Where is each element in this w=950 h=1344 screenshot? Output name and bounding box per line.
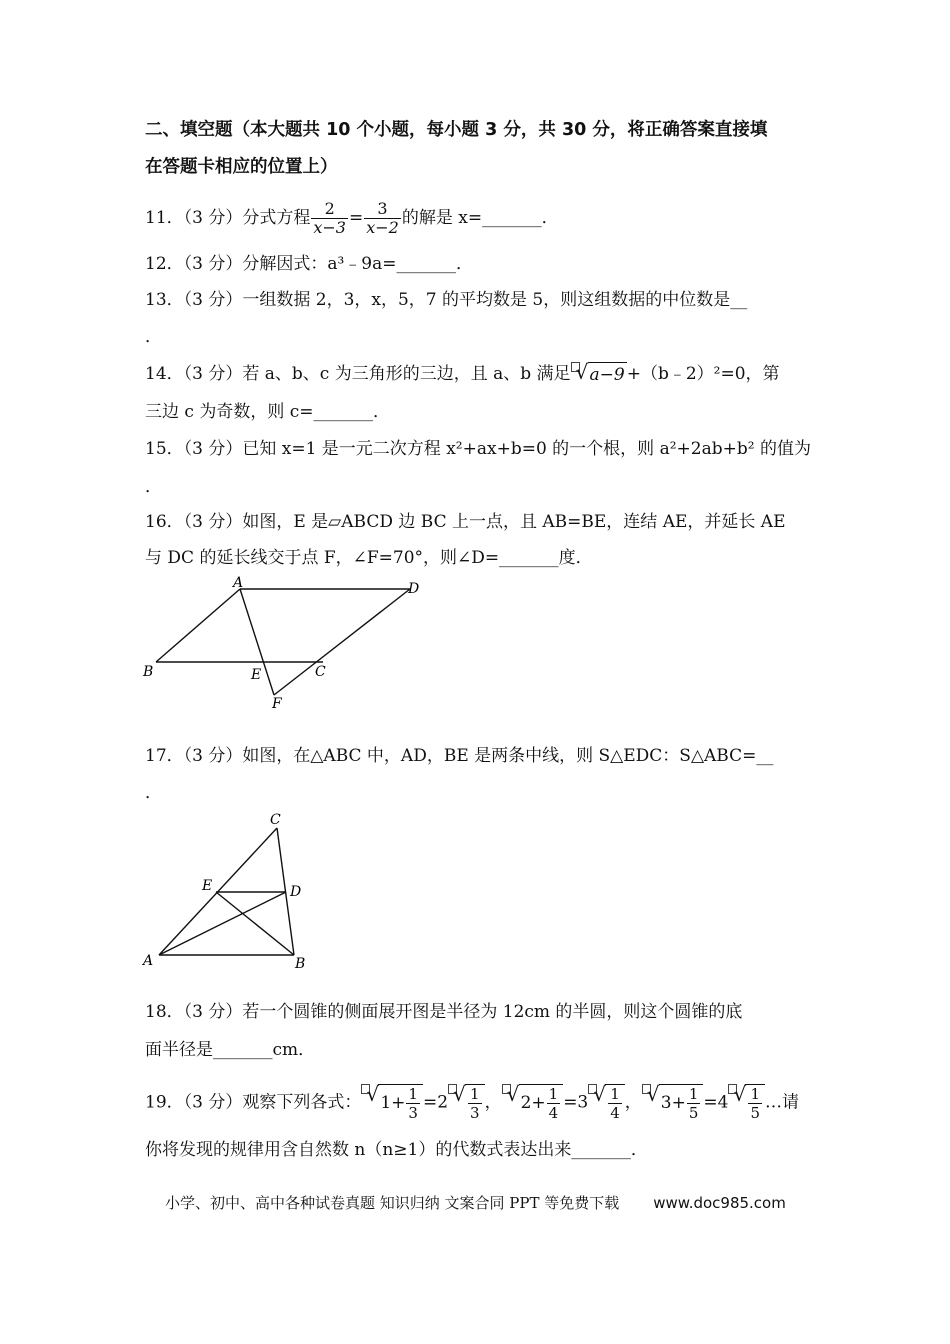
question-16-line1: 16．（3 分）如图，E 是▱ABCD 边 BC 上一点，且 AB=BE，连结 AE，并延长 AE [145, 512, 786, 532]
triangle-figure [140, 808, 340, 978]
segment-AD [159, 892, 286, 955]
label-E: E [251, 667, 262, 683]
question-14-line1: 14．（3 分）若 a、b、c 为三角形的三边，且 a、b 满足√ a−9 +（b﹣2）²=0，第 [145, 362, 780, 387]
label-B: B [295, 956, 306, 972]
label-C: C [270, 812, 281, 828]
question-18-line2: 面半径是_______cm． [145, 1040, 316, 1060]
segment-DF [274, 589, 410, 695]
footer-text: 小学、初中、高中各种试卷真题 知识归纳 文案合同 PPT 等免费下载 [165, 1194, 620, 1212]
question-17-line1: 17．（3 分）如图，在△ABC 中，AD，BE 是两条中线，则 S△EDC：S△ABC=__ [145, 746, 774, 766]
segment-AB [156, 589, 240, 662]
question-13-line2: ． [145, 327, 162, 347]
label-C: C [315, 664, 326, 680]
question-15-line1: 15．（3 分）已知 x=1 是一元二次方程 x²+ax+b=0 的一个根，则 a²+2ab+b² 的值为 [145, 439, 811, 459]
label-D: D [290, 884, 302, 900]
question-14-line2: 三边 c 为奇数，则 c=_______． [145, 402, 390, 422]
question-18-line1: 18．（3 分）若一个圆锥的侧面展开图是半径为 12cm 的半圆，则这个圆锥的底 [145, 1002, 743, 1022]
label-A: A [233, 575, 244, 591]
question-19-line1: 19．（3 分）观察下列各式：√ 1+ $\frac{1}{3}$ =2 √ $\frac{1}{3}$ ，√ 2+ $\frac{1}{4}$ =3 √ $\frac{1}{4}$ ，√ 3+ $\frac{1}{5}$ =4 √ $\frac{1}{5}$ …请 [145, 1084, 799, 1122]
label-B: B [143, 664, 154, 680]
question-19-line2: 你将发现的规律用含自然数 n（n≥1）的代数式表达出来_______． [145, 1140, 648, 1160]
parallelogram-figure [140, 575, 440, 715]
section-heading-line1: 二、填空题（本大题共 10 个小题，每小题 3 分，共 30 分，将正确答案直接填 [145, 120, 768, 140]
radical: √ a−9 [576, 362, 627, 387]
label-A: A [143, 953, 154, 969]
label-F: F [272, 696, 282, 712]
footer-url[interactable]: www.doc985.com [653, 1194, 786, 1212]
question-16-line2: 与 DC 的延长线交于点 F，∠F=70°，则∠D=_______度． [145, 548, 593, 568]
question-12: 12．（3 分）分解因式：a³﹣9a=_______． [145, 254, 473, 274]
q11-prefix: 11．（3 分）分式方程 [145, 208, 311, 228]
label-E: E [202, 878, 213, 894]
q11-suffix: 的解是 x=_______． [401, 208, 559, 228]
question-17-line2: ． [145, 783, 162, 803]
question-15-line2: ． [145, 477, 162, 497]
section-heading-line2: 在答题卡相应的位置上） [145, 157, 338, 177]
q11-fraction-2: $\frac{3}{x-2}$ [366, 199, 399, 237]
label-D: D [408, 581, 420, 597]
question-11: 11．（3 分）分式方程 $\frac{2}{x-3}$ = $\frac{3}{x-2}$ 的解是 x=_______． [145, 199, 559, 237]
segment-EB [216, 892, 294, 955]
q11-fraction-1: $\frac{2}{x-3}$ [313, 199, 346, 237]
question-13-line1: 13．（3 分）一组数据 2，3，x，5，7 的平均数是 5，则这组数据的中位数是__ [145, 290, 748, 310]
page-footer [165, 1192, 786, 1213]
